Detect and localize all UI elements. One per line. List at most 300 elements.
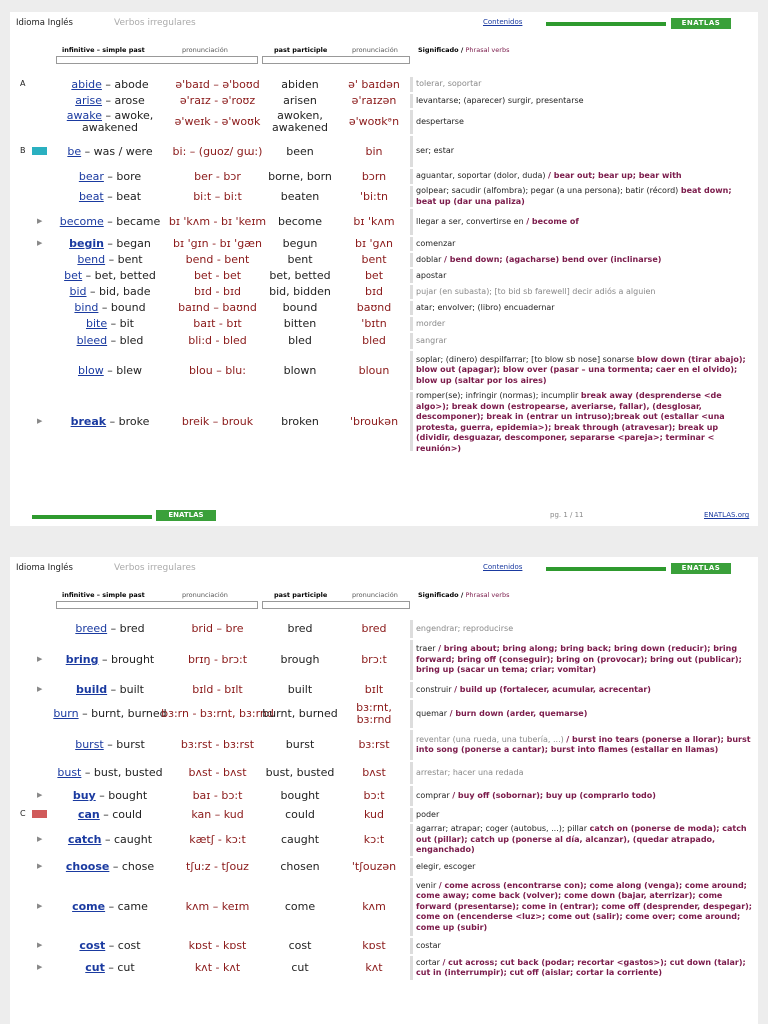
past-participle: burnt, burned <box>262 707 338 720</box>
meaning-text: tolerar, soportar <box>416 79 482 88</box>
participle-pronunciation: bled <box>362 334 386 347</box>
meaning <box>416 186 754 207</box>
meaning-divider <box>410 682 413 698</box>
participle-pronunciation: kʌt <box>365 961 383 974</box>
past-participle: blown <box>283 363 317 377</box>
meaning-divider <box>410 94 413 108</box>
verb-link[interactable]: break <box>70 414 107 428</box>
pronunciation: kʌt - kʌt <box>194 961 241 974</box>
past-forms: – burnt, burned <box>78 707 167 720</box>
verb-link[interactable]: can <box>77 808 100 821</box>
col-box-1 <box>56 601 258 609</box>
table-row <box>10 185 758 208</box>
phrasal-verbs: / burst ino tears (ponerse a llorar); burst into song (ponerse a cantar); burst into flames (estallar en llamas) <box>416 734 751 754</box>
verb-forms <box>50 940 170 952</box>
verb-link[interactable]: bleed <box>76 334 108 347</box>
meaning-text: quemar <box>416 708 450 718</box>
page-footer <box>10 508 758 528</box>
past-forms: – brought <box>98 653 155 666</box>
verb-link[interactable]: be <box>67 144 82 158</box>
pronunciation: bet - bet <box>193 269 242 282</box>
expand-arrow-icon[interactable]: ▶ <box>37 963 43 971</box>
verb-link[interactable]: cost <box>79 939 106 952</box>
past-participle: caught <box>280 833 320 846</box>
verb-forms <box>50 962 170 974</box>
participle-pronunciation: bɔ:t <box>363 789 385 802</box>
past-forms: – burst <box>103 738 145 751</box>
past-participle: built <box>287 683 313 696</box>
verb-forms <box>50 335 170 347</box>
verb-link[interactable]: arise <box>75 94 103 107</box>
past-participle: brough <box>280 653 320 666</box>
past-forms: – built <box>107 683 144 696</box>
pronunciation: brɪŋ - brɔ:t <box>187 653 248 666</box>
participle-pronunciation: 'bi:tn <box>359 189 389 203</box>
col-participle: past participle <box>274 46 328 54</box>
site-link[interactable]: ENATLAS.org <box>704 511 750 519</box>
meaning-text: despertarse <box>416 116 464 126</box>
verb-link[interactable]: bear <box>78 169 104 183</box>
meaning-divider <box>410 786 413 806</box>
table-row <box>10 76 758 93</box>
flag-icon <box>32 147 47 155</box>
participle-pronunciation: bɪd <box>364 285 384 298</box>
enatlas-logo: ENATLAS <box>671 563 731 574</box>
flag-icon <box>32 810 47 818</box>
meaning-divider <box>410 301 413 315</box>
verb-forms <box>50 861 170 873</box>
table-row <box>10 699 758 729</box>
meaning <box>416 644 754 676</box>
meaning <box>416 303 754 314</box>
verb-forms <box>50 901 170 913</box>
pronunciation: ə'raɪz - ə'roʊz <box>179 94 256 107</box>
meaning <box>416 958 754 979</box>
verb-forms <box>50 767 170 779</box>
verb-link[interactable]: breed <box>75 622 108 635</box>
meaning-text: morder <box>416 318 446 328</box>
table-row <box>10 729 758 761</box>
phrasal-verbs: / bend down; (agacharse) bend over (inclinarse) <box>444 254 662 264</box>
meaning-divider <box>410 620 413 638</box>
meaning <box>416 709 754 720</box>
section-letter: C <box>20 809 26 818</box>
participle-pronunciation: baʊnd <box>356 301 392 314</box>
past-participle: been <box>286 144 314 158</box>
meaning-text: apostar <box>416 270 447 280</box>
phrasal-verbs: / bring about; bring along; bring back; bring down (reducir); bring forward; bring off (conseguir); bring on (provocar); bring out (publicar); bring up (sacar un tema; criar; vomitar) <box>416 644 742 674</box>
past-participle: burst <box>285 738 315 751</box>
expand-arrow-icon[interactable]: ▶ <box>37 416 43 425</box>
phrasal-verbs: / come across (encontrarse con); come along (venga); come around; come away; come back (volver); come down (bajar, aterrizar); come forward (presentarse); come in (entrar); come off (desprender, despegar); come on (encenderse <luz>; come out (salir); come over; come around; come up (subir) <box>416 880 752 932</box>
pronunciation: bi: – (guoz/ gɯ:) <box>172 144 263 158</box>
meaning-text: traer <box>416 644 439 653</box>
meaning-divider <box>410 808 413 822</box>
verb-forms <box>50 95 170 107</box>
meaning-divider <box>410 938 413 954</box>
col-pron1: pronunciación <box>182 46 228 54</box>
past-participle: bled <box>288 334 312 347</box>
past-participle: borne, born <box>268 169 332 183</box>
col-pron1: pronunciación <box>182 591 228 599</box>
contents-link[interactable]: Contenidos <box>483 563 523 571</box>
verb-link[interactable]: bid <box>69 285 87 298</box>
meaning-divider <box>410 762 413 784</box>
verb-link[interactable]: choose <box>65 860 110 873</box>
col-box-1 <box>56 56 258 64</box>
past-participle: come <box>284 900 316 913</box>
participle-pronunciation: bɜ:rst <box>358 738 390 751</box>
page-number: pg. 1 / 11 <box>550 511 584 519</box>
past-forms: – arose <box>102 94 145 107</box>
pronunciation: baɪnd – baʊnd <box>178 301 257 314</box>
past-participle: chosen <box>280 860 320 873</box>
table-row <box>10 807 758 823</box>
pronunciation: bɪd - bɪd <box>193 285 242 298</box>
expand-arrow-icon[interactable]: ▶ <box>37 239 43 247</box>
col-pron2: pronunciación <box>352 46 398 54</box>
meaning-divider <box>410 186 413 207</box>
enatlas-logo: ENATLAS <box>671 18 731 29</box>
table-row <box>10 236 758 252</box>
verb-link[interactable]: build <box>76 683 108 696</box>
phrasal-verbs: / cut across; cut back (podar; recortar <gastos>); cut down (talar); cut in (interrumpir); cut off (aislar; cortar la corriente) <box>416 957 746 977</box>
participle-pronunciation: brɔ:t <box>361 653 387 666</box>
verb-link[interactable]: awake <box>66 109 103 122</box>
meaning <box>416 862 754 873</box>
meaning <box>416 791 754 802</box>
meaning <box>416 624 754 635</box>
meaning <box>416 239 754 250</box>
meaning <box>416 271 754 282</box>
verb-forms <box>50 790 170 802</box>
pronunciation: bɪ 'kʌm - bɪ 'keɪm <box>168 215 267 228</box>
meaning-text: pujar (en subasta); [to bid sb farewell] decir adiós a alguien <box>416 286 656 296</box>
meaning <box>416 287 754 298</box>
participle-pronunciation: bɔrn <box>361 169 387 183</box>
verb-link[interactable]: bite <box>86 317 108 330</box>
meaning <box>416 319 754 330</box>
past-forms: – bet, betted <box>82 269 156 282</box>
table-row <box>10 168 758 185</box>
expand-arrow-icon[interactable]: ▶ <box>37 791 43 799</box>
meaning-text: cortar <box>416 957 443 967</box>
verb-forms <box>50 654 170 666</box>
meaning-text: reventar (una rueda, una tubería, ...) <box>416 734 567 744</box>
table-row <box>10 857 758 877</box>
pronunciation: bend - bent <box>185 253 250 266</box>
past-forms: – blew <box>103 363 143 377</box>
meaning <box>416 391 754 454</box>
meaning-divider <box>410 824 413 856</box>
verb-link[interactable]: blow <box>77 363 104 377</box>
meaning-divider <box>410 285 413 299</box>
pronunciation: ber - bɔr <box>194 169 241 183</box>
pronunciation: bi:t – bi:t <box>193 189 242 203</box>
verb-link[interactable]: cut <box>85 961 105 974</box>
past-participle: beaten <box>280 189 320 203</box>
verb-link[interactable]: bring <box>65 653 99 666</box>
phrasal-verbs: / bear out; bear up; bear with <box>548 171 682 180</box>
past-forms: – caught <box>101 833 153 846</box>
meaning <box>416 96 754 107</box>
past-participle: bound <box>282 301 318 314</box>
meaning-text: costar <box>416 940 441 950</box>
meaning-divider <box>410 640 413 680</box>
participle-pronunciation: ə'woʊkᵊn <box>348 115 400 128</box>
meaning-text: agarrar; atrapar; coger (autobus, ...); pillar <box>416 824 590 833</box>
past-forms: – beat <box>103 189 142 203</box>
meaning <box>416 810 754 821</box>
past-forms: – bought <box>95 789 148 802</box>
past-forms: – broke <box>106 414 150 428</box>
meaning-text: venir <box>416 880 439 890</box>
past-participle: bitten <box>283 317 317 330</box>
verb-forms <box>50 216 170 228</box>
meaning-text: elegir, escoger <box>416 861 476 871</box>
pronunciation: bɪ 'gɪn - bɪ 'gæn <box>173 237 262 250</box>
past-forms: – bore <box>103 169 142 183</box>
col-pron2: pronunciación <box>352 591 398 599</box>
past-forms: – came <box>105 900 148 913</box>
past-forms: – bit <box>107 317 134 330</box>
meaning-divider <box>410 858 413 876</box>
column-headers <box>10 589 758 611</box>
verb-forms <box>50 110 170 134</box>
verb-forms <box>50 708 170 720</box>
expand-arrow-icon[interactable]: ▶ <box>37 941 43 949</box>
participle-pronunciation: kud <box>364 808 384 821</box>
past-forms: – bled <box>107 334 144 347</box>
verb-forms <box>50 365 170 377</box>
verb-link[interactable]: come <box>72 900 106 913</box>
col-infinitive: infinitive – simple past <box>62 591 145 599</box>
pronunciation: kan – kud <box>191 808 244 821</box>
past-participle: abiden <box>281 77 319 91</box>
verb-link[interactable]: become <box>59 215 104 228</box>
meaning <box>416 336 754 347</box>
meaning <box>416 117 754 128</box>
pronunciation: tʃu:z - tʃouz <box>186 860 249 873</box>
verb-forms <box>50 270 170 282</box>
verb-forms <box>50 171 170 183</box>
expand-arrow-icon[interactable]: ▶ <box>37 685 43 693</box>
col-meaning: Significado / Phrasal verbs <box>418 46 510 54</box>
meaning-text: aguantar, soportar (dolor, duda) <box>416 171 549 180</box>
phrasal-verbs: catch on (ponerse de moda); catch out (pillar); catch up (ponerse al día, alcanzar), (quedar atrapado, enganchado) <box>416 824 747 854</box>
pronunciation: baɪt - bɪt <box>193 317 242 330</box>
meaning-text: sangrar <box>416 335 447 345</box>
verb-forms <box>50 238 170 250</box>
participle-pronunciation: bɪ 'kʌm <box>353 215 395 228</box>
verb-link[interactable]: buy <box>72 789 96 802</box>
pronunciation: bʌst - bʌst <box>188 766 247 779</box>
past-forms: – bound <box>98 301 146 314</box>
meaning <box>416 685 754 696</box>
pronunciation: bɪld - bɪlt <box>192 683 243 696</box>
phrasal-verbs: / become of <box>526 216 579 226</box>
verb-link[interactable]: begin <box>69 237 104 250</box>
contents-link[interactable]: Contenidos <box>483 18 523 26</box>
meaning-text: soplar; (dinero) despilfarrar; [to blow sb nose] sonarse <box>416 354 637 364</box>
expand-arrow-icon[interactable]: ▶ <box>37 217 43 225</box>
meaning <box>416 255 754 266</box>
table-row <box>10 332 758 350</box>
participle-pronunciation: bɪ 'gʌn <box>354 237 394 250</box>
past-forms: – bred <box>107 622 145 635</box>
header-bar <box>546 22 666 26</box>
participle-pronunciation: 'broukən <box>349 414 399 428</box>
participle-pronunciation: bred <box>361 622 387 635</box>
past-forms: – could <box>99 808 143 821</box>
table-row <box>10 955 758 981</box>
meaning-divider <box>410 392 413 451</box>
participle-pronunciation: kɒst <box>362 939 386 952</box>
past-forms: – bust, busted <box>81 766 163 779</box>
verb-forms <box>50 623 170 635</box>
participle-pronunciation: bɪlt <box>364 683 384 696</box>
verb-forms <box>50 191 170 203</box>
meaning <box>416 735 754 756</box>
participle-pronunciation: 'tʃouzən <box>351 860 397 873</box>
verb-link[interactable]: beat <box>78 189 104 203</box>
table-row <box>10 300 758 316</box>
table-row <box>10 135 758 168</box>
meaning-divider <box>410 351 413 390</box>
language-label: Idioma Inglés <box>16 18 73 28</box>
participle-pronunciation: ə' baɪdən <box>348 77 400 91</box>
participle-pronunciation: 'bɪtn <box>361 317 387 330</box>
past-participle: arisen <box>283 94 317 107</box>
meaning <box>416 146 754 157</box>
phrasal-verbs: / buy off (sobornar); buy up (comprarlo todo) <box>452 790 656 800</box>
col-participle: past participle <box>274 591 328 599</box>
verb-forms <box>50 834 170 846</box>
past-participle: bent <box>287 253 313 266</box>
phrasal-verbs: / build up (fortalecer, acumular, acrecentar) <box>454 684 651 694</box>
participle-pronunciation: kʌm <box>362 900 386 913</box>
meaning-text: comenzar <box>416 238 456 248</box>
expand-arrow-icon[interactable]: ▶ <box>37 655 43 663</box>
meaning-text: atar; envolver; (libro) encuadernar <box>416 302 555 312</box>
verb-forms <box>50 254 170 266</box>
table-row <box>10 109 758 135</box>
page-header <box>16 16 752 36</box>
meaning-divider <box>410 956 413 980</box>
meaning-divider <box>410 253 413 267</box>
pronunciation: baɪ - bɔ:t <box>192 789 243 802</box>
table-row <box>10 284 758 300</box>
meaning <box>416 881 754 934</box>
meaning <box>416 171 754 182</box>
language-label: Idioma Inglés <box>16 563 73 573</box>
pronunciation: ə'weɪk - ə'woʊk <box>174 115 261 128</box>
col-box-2 <box>262 601 410 609</box>
pronunciation: bɜ:rst - bɜ:rst <box>180 738 255 751</box>
page-title: Verbos irregulares <box>114 563 196 573</box>
verb-link[interactable]: burn <box>53 707 79 720</box>
participle-pronunciation: bloun <box>358 363 390 377</box>
past-forms: – chose <box>109 860 155 873</box>
page-1 <box>10 12 758 526</box>
past-participle: bid, bidden <box>269 285 331 298</box>
verb-forms <box>50 739 170 751</box>
pronunciation: kʌm – keɪm <box>185 900 250 913</box>
past-participle: bet, betted <box>269 269 331 282</box>
past-participle: cost <box>288 939 312 952</box>
meaning <box>416 217 754 228</box>
meaning <box>416 355 754 387</box>
meaning-divider <box>410 317 413 331</box>
meaning <box>416 79 754 90</box>
pronunciation: blou – blu: <box>189 363 246 377</box>
meaning-divider <box>410 700 413 728</box>
meaning-text: comprar <box>416 790 453 800</box>
past-forms: – began <box>103 237 151 250</box>
table-row <box>10 761 758 785</box>
table-row <box>10 681 758 699</box>
past-participle: bust, busted <box>265 766 335 779</box>
expand-arrow-icon[interactable]: ▶ <box>37 862 43 870</box>
past-participle: cut <box>291 961 309 974</box>
verb-link[interactable]: bend <box>77 253 106 266</box>
verb-link[interactable]: burst <box>75 738 104 751</box>
past-forms: – was / were <box>81 144 153 158</box>
table-row <box>10 877 758 937</box>
table-row <box>10 208 758 236</box>
past-forms: – cut <box>104 961 135 974</box>
meaning-text: romper(se); infringir (normas); incumplir <box>416 391 581 400</box>
table-row <box>10 937 758 955</box>
verb-link[interactable]: bust <box>57 766 82 779</box>
phrasal-verbs: / burn down (arder, quemarse) <box>449 708 588 718</box>
col-box-2 <box>262 56 410 64</box>
verb-forms <box>50 302 170 314</box>
meaning-text: engendrar; reproducirse <box>416 623 514 633</box>
participle-pronunciation: ə'raɪzən <box>351 94 397 107</box>
verb-link[interactable]: bet <box>64 269 83 282</box>
pronunciation: brid – bre <box>191 622 244 635</box>
page-2 <box>10 557 758 1024</box>
verb-link[interactable]: bind <box>74 301 99 314</box>
phrasal-verbs: break away (desprenderse <de algo>); break down (estropearse, averiarse, fallar), (desglosar, descomponer); break in (entrar un intruso);break out (estallar <una protesta, guerra, epidemia>); break through (atravesar); break up (dividir, desguazar, descomponer, separarse <pareja>; terminar < reunión>) <box>416 391 725 453</box>
participle-pronunciation: bɜ:rnt, bɜ:rnd <box>356 701 392 726</box>
pronunciation: bli:d - bled <box>188 334 247 347</box>
past-forms: – became <box>103 215 161 228</box>
past-participle: bought <box>280 789 320 802</box>
expand-arrow-icon[interactable]: ▶ <box>37 902 43 910</box>
verb-forms <box>50 79 170 91</box>
table-row <box>10 252 758 268</box>
meaning-divider <box>410 169 413 184</box>
pronunciation: bɜ:rn - bɜ:rnt, bɜ:rnd <box>161 707 274 720</box>
page-title: Verbos irregulares <box>114 18 196 28</box>
meaning-text: levantarse; (aparecer) surgir, presentarse <box>416 95 584 105</box>
past-forms: – cost <box>105 939 141 952</box>
verb-link[interactable]: catch <box>67 833 102 846</box>
table-row <box>10 316 758 332</box>
verb-link[interactable]: abide <box>71 77 102 91</box>
verb-forms <box>50 146 170 158</box>
verb-forms <box>50 286 170 298</box>
phrasal-verbs: blow down (tirar abajo); blow out (apagar); blow over (pasar – una tormenta; caer en el olvido); blow up (saltar por los aires) <box>416 354 746 385</box>
meaning-divider <box>410 77 413 92</box>
footer-bar <box>32 515 152 519</box>
expand-arrow-icon[interactable]: ▶ <box>37 835 43 843</box>
past-participle: become <box>277 215 322 228</box>
meaning-text: construir <box>416 684 455 694</box>
table-row <box>10 823 758 857</box>
